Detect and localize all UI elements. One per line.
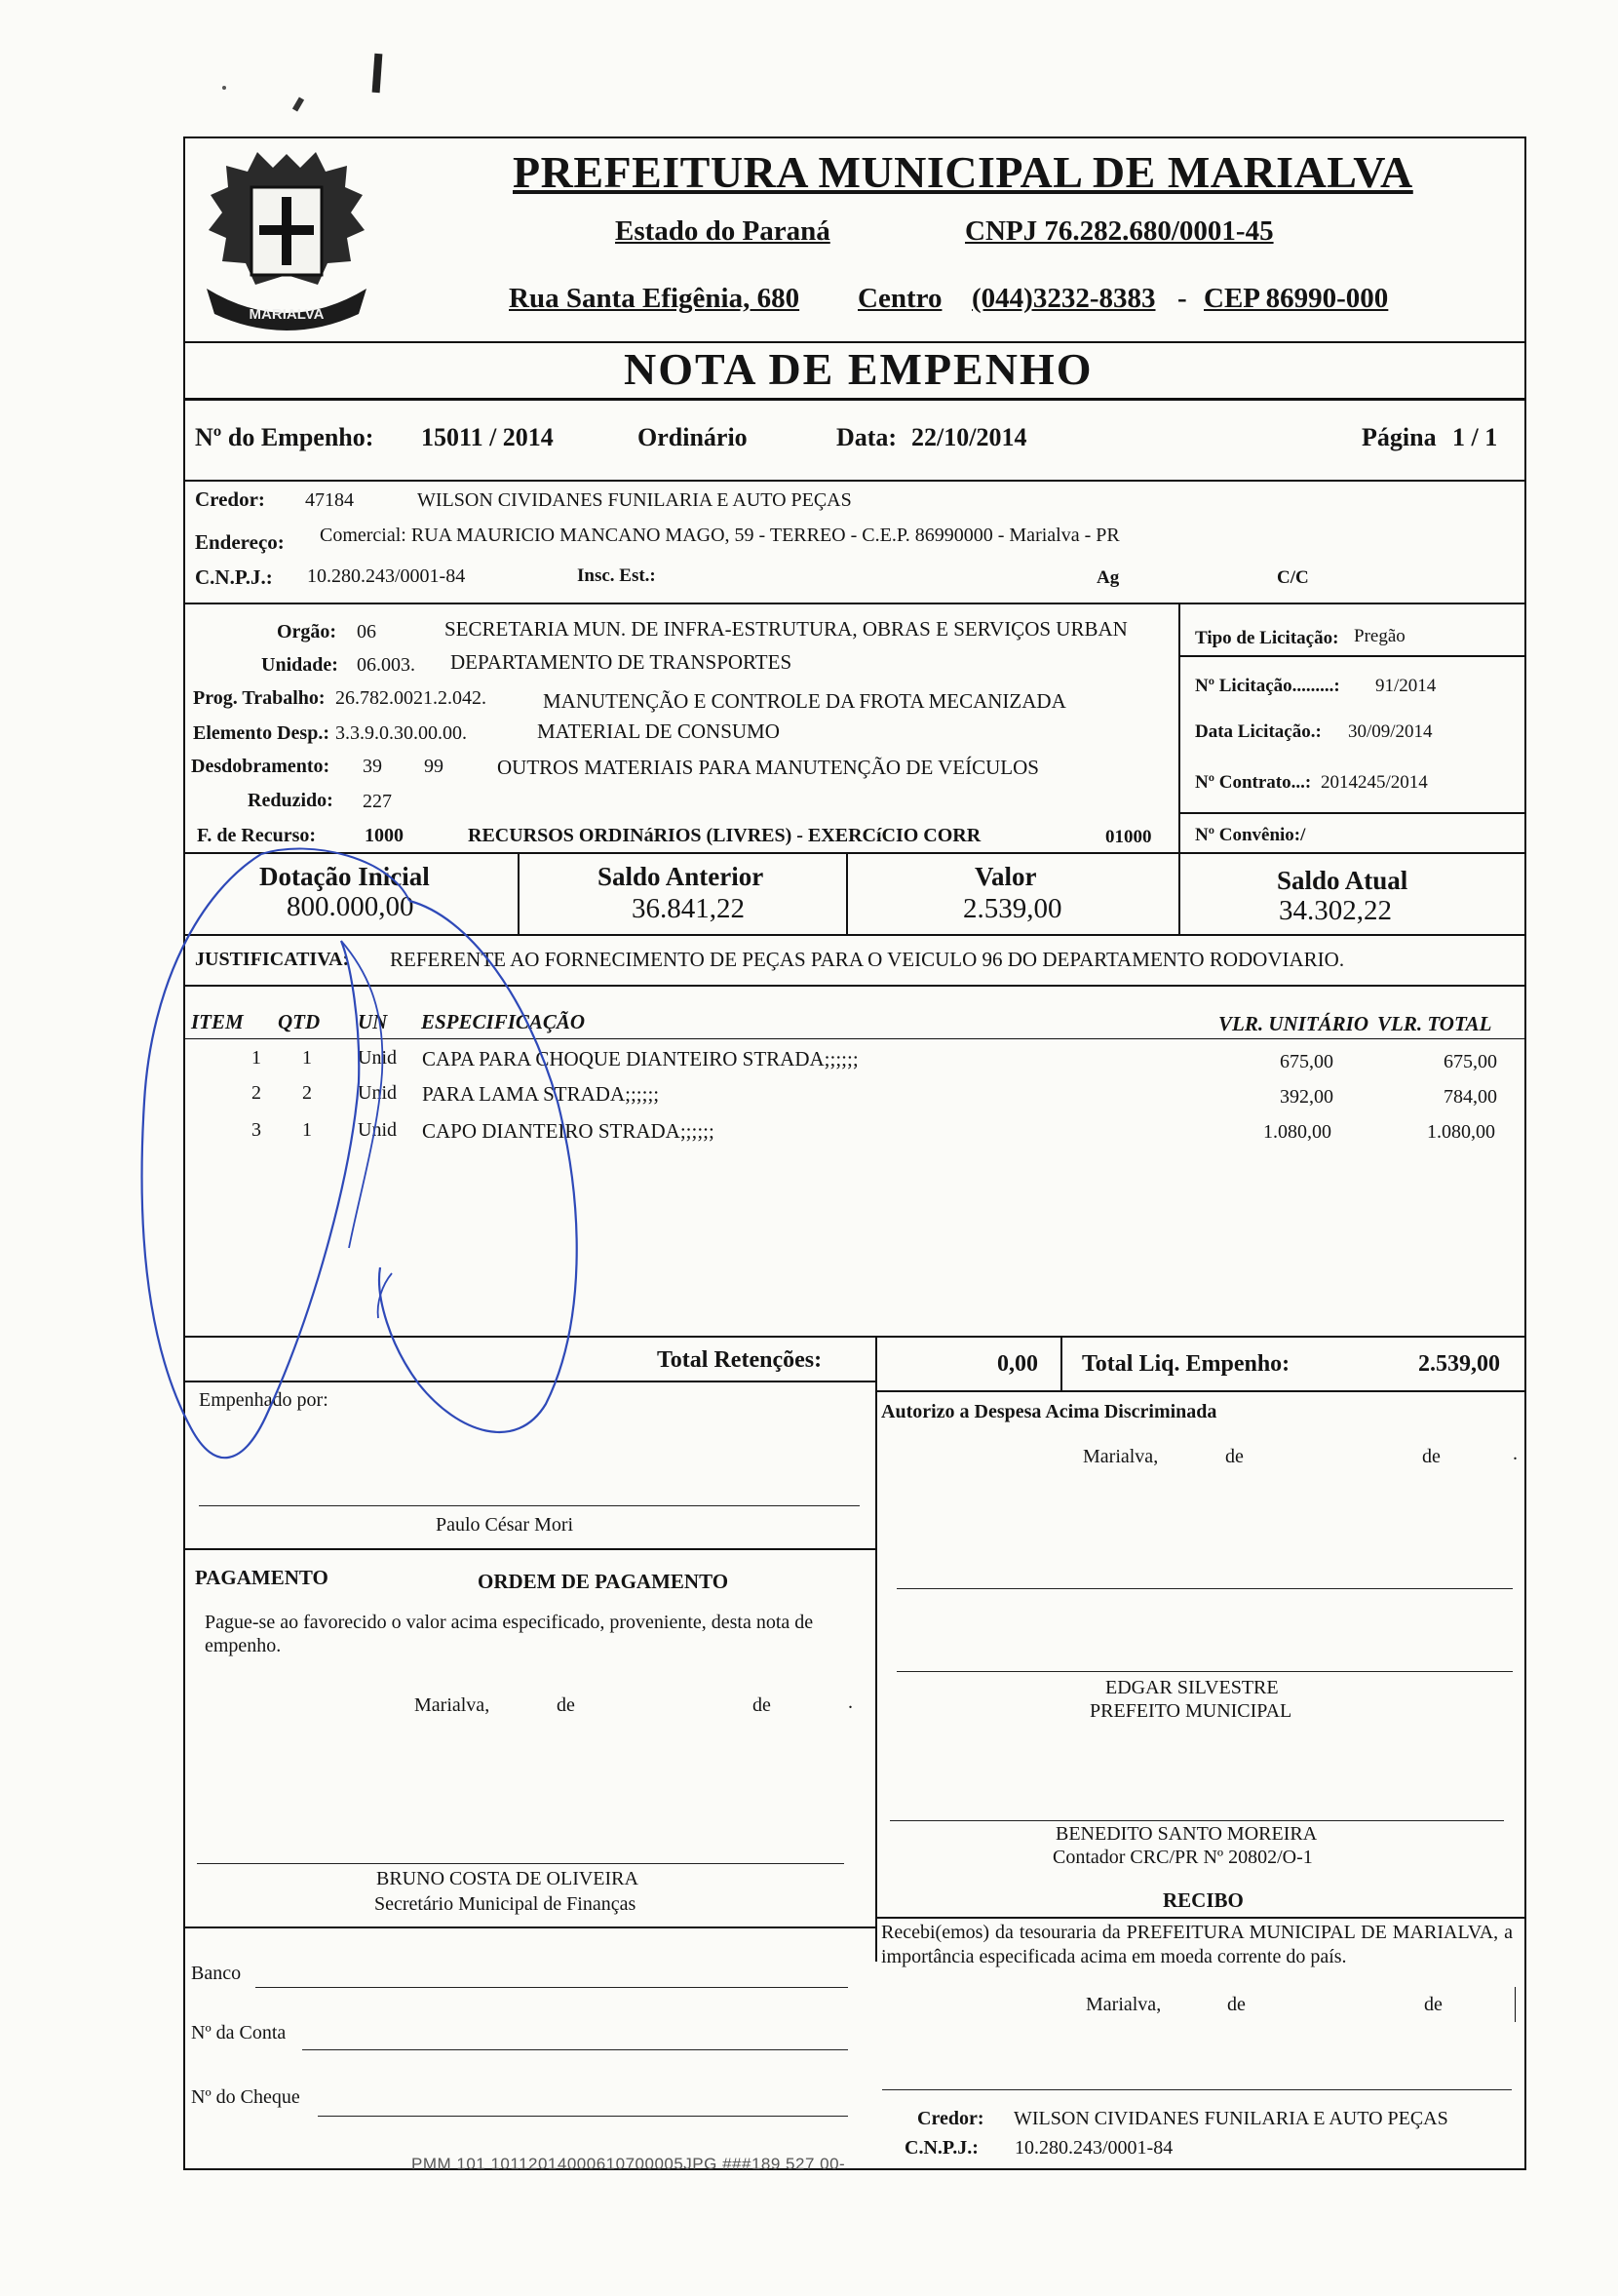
cell-unit: 675,00 — [1280, 1051, 1333, 1072]
col-qtd: QTD — [278, 1010, 321, 1033]
header-district: Centro — [858, 283, 943, 314]
recurso: RECURSOS ORDINáRIOS (LIVRES) - EXERCíCIO CORR — [468, 825, 982, 846]
recurso-code: 1000 — [365, 825, 404, 846]
valor-label: Valor — [975, 862, 1037, 891]
unidade-label: Unidade: — [261, 654, 338, 676]
tipo-licitacao-label: Tipo de Licitação: — [1195, 628, 1339, 648]
pagamento-text: Pague-se ao favorecido o valor acima especificado, proveniente, desta nota de empenho. — [205, 1612, 814, 1656]
saldo-anterior: 36.841,22 — [632, 893, 745, 924]
dotacao-inicial: 800.000,00 — [287, 891, 414, 922]
retencoes-label: Total Retenções: — [657, 1347, 823, 1373]
doc-title: NOTA DE EMPENHO — [624, 344, 1094, 394]
page-number: 1 / 1 — [1452, 423, 1498, 451]
cell-un: Unid — [358, 1119, 397, 1141]
header-state: Estado do Paraná — [615, 215, 830, 247]
empenho-number: 15011 / 2014 — [421, 423, 554, 451]
empenhado-label: Empenhado por: — [199, 1389, 328, 1411]
cell-un: Unid — [358, 1082, 397, 1104]
reduzido-label: Reduzido: — [248, 790, 333, 811]
header-dash: - — [1177, 283, 1187, 314]
saldo-anterior-label: Saldo Anterior — [597, 862, 764, 891]
cc-label: C/C — [1277, 567, 1309, 588]
orgao: SECRETARIA MUN. DE INFRA-ESTRUTURA, OBRAS E SERVIÇOS URBAN — [444, 617, 1128, 641]
autorizo-text: Autorizo a Despesa Acima Discriminada — [881, 1401, 1217, 1422]
tipo-licitacao: Pregão — [1354, 626, 1406, 646]
elemento: MATERIAL DE CONSUMO — [537, 720, 780, 743]
cell-total: 675,00 — [1444, 1051, 1497, 1072]
col-un: UN — [358, 1010, 388, 1033]
unidade: DEPARTAMENTO DE TRANSPORTES — [450, 650, 792, 674]
header-street: Rua Santa Efigênia, 680 — [509, 283, 800, 314]
cell-qtd: 1 — [302, 1047, 312, 1069]
autorizo-dot: . — [1513, 1443, 1518, 1464]
contrato-label: Nº Contrato...: — [1195, 772, 1312, 793]
num-licitacao: 91/2014 — [1375, 676, 1437, 696]
cell-total: 1.080,00 — [1427, 1121, 1495, 1143]
recibo-de1: de — [1227, 1994, 1246, 2015]
cell-item: 3 — [251, 1119, 261, 1141]
contador-name: BENEDITO SANTO MOREIRA — [1056, 1823, 1318, 1845]
empenho-date: 22/10/2014 — [911, 423, 1027, 451]
secretario-name: BRUNO COSTA DE OLIVEIRA — [376, 1868, 638, 1889]
header-cnpj: CNPJ 76.282.680/0001-45 — [965, 215, 1274, 247]
cell-qtd: 2 — [302, 1082, 312, 1104]
prog-label: Prog. Trabalho: — [193, 687, 326, 709]
col-total: VLR. TOTAL — [1377, 1012, 1492, 1035]
secretario-role: Secretário Municipal de Finanças — [374, 1893, 636, 1915]
unidade-code: 06.003. — [357, 654, 415, 676]
pagamento-city: Marialva, — [414, 1694, 490, 1716]
header-phone: (044)3232-8383 — [972, 283, 1156, 314]
col-item: ITEM — [191, 1010, 244, 1033]
address: Comercial: RUA MAURICIO MANCANO MAGO, 59 - TERREO - C.E.P. 86990000 - Marialva - PR — [320, 525, 1120, 546]
cell-espec: PARA LAMA STRADA;;;;;; — [422, 1082, 660, 1106]
saldo-atual-label: Saldo Atual — [1277, 866, 1408, 895]
recurso-label: F. de Recurso: — [197, 825, 317, 846]
conta-label: Nº da Conta — [191, 2022, 287, 2043]
num-licitacao-label: Nº Licitação.........: — [1195, 676, 1340, 696]
valor: 2.539,00 — [963, 893, 1062, 924]
cell-item: 1 — [251, 1047, 261, 1069]
col-unit: VLR. UNITÁRIO — [1218, 1012, 1369, 1035]
recibo-cnpj-label: C.N.P.J.: — [905, 2137, 979, 2159]
prefeito-role: PREFEITO MUNICIPAL — [1090, 1700, 1292, 1722]
footer-code: PMM 101 10112014000610700005JPG ###189 527 00- — [411, 2155, 846, 2173]
elemento-code: 3.3.9.0.30.00.00. — [335, 722, 467, 744]
cell-total: 784,00 — [1444, 1086, 1497, 1108]
ag-label: Ag — [1097, 567, 1120, 588]
col-espec: ESPECIFICAÇÃO — [421, 1010, 586, 1033]
contador-role: Contador CRC/PR Nº 20802/O-1 — [1053, 1847, 1313, 1868]
liq: 2.539,00 — [1418, 1351, 1500, 1377]
cell-qtd: 1 — [302, 1119, 312, 1141]
insc-label: Insc. Est.: — [577, 565, 656, 586]
dotacao-inicial-label: Dotação Inicial — [259, 862, 430, 891]
autorizo-city: Marialva, — [1083, 1446, 1159, 1467]
reduzido: 227 — [363, 791, 392, 812]
desdob-code2: 99 — [424, 756, 443, 777]
desdob-code1: 39 — [363, 756, 382, 777]
autorizo-de2: de — [1422, 1446, 1441, 1467]
prog: MANUTENÇÃO E CONTROLE DA FROTA MECANIZADA — [543, 689, 1066, 713]
autorizo-de1: de — [1225, 1446, 1244, 1467]
data-licitacao: 30/09/2014 — [1348, 721, 1433, 742]
elemento-label: Elemento Desp.: — [193, 722, 329, 744]
recibo-credor-label: Credor: — [917, 2108, 984, 2129]
data-licitacao-label: Data Licitação.: — [1195, 721, 1322, 742]
cell-unit: 1.080,00 — [1263, 1121, 1331, 1143]
pagamento-dot: . — [848, 1692, 853, 1713]
desdob: OUTROS MATERIAIS PARA MANUTENÇÃO DE VEÍCULOS — [497, 756, 1039, 779]
prefeito-name: EDGAR SILVESTRE — [1105, 1677, 1279, 1698]
ordem-label: ORDEM DE PAGAMENTO — [478, 1570, 729, 1593]
cell-espec: CAPA PARA CHOQUE DIANTEIRO STRADA;;;;;; — [422, 1047, 859, 1070]
cell-un: Unid — [358, 1047, 397, 1069]
retencoes: 0,00 — [997, 1351, 1038, 1377]
contrato: 2014245/2014 — [1321, 772, 1428, 793]
recibo-credor: WILSON CIVIDANES FUNILARIA E AUTO PEÇAS — [1014, 2108, 1448, 2129]
pagamento-de1: de — [557, 1694, 575, 1716]
empenho-type: Ordinário — [637, 423, 748, 451]
cell-item: 2 — [251, 1082, 261, 1104]
cell-unit: 392,00 — [1280, 1086, 1333, 1108]
recibo-cnpj: 10.280.243/0001-84 — [1015, 2137, 1174, 2159]
cell-espec: CAPO DIANTEIRO STRADA;;;;;; — [422, 1119, 714, 1143]
empenhado-name: Paulo César Mori — [436, 1514, 574, 1536]
address-label: Endereço: — [195, 530, 285, 554]
cheque-label: Nº do Cheque — [191, 2086, 300, 2108]
liq-label: Total Liq. Empenho: — [1082, 1351, 1291, 1377]
recibo-text: Recebi(emos) da tesouraria da PREFEITURA MUNICIPAL DE MARIALVA, a importância especificada acima em moeda corrente do país. — [881, 1922, 1513, 1967]
cnpj-label: C.N.P.J.: — [195, 565, 273, 589]
justificativa: REFERENTE AO FORNECIMENTO DE PEÇAS PARA O VEICULO 96 DO DEPARTAMENTO RODOVIARIO. — [390, 948, 1345, 971]
banco-label: Banco — [191, 1963, 242, 1984]
empenho-date-label: Data: — [836, 423, 898, 451]
pagamento-label: PAGAMENTO — [195, 1566, 328, 1589]
page-label: Página — [1362, 423, 1437, 451]
recibo-de2: de — [1424, 1994, 1443, 2015]
recurso-num: 01000 — [1105, 827, 1152, 847]
credor-cnpj: 10.280.243/0001-84 — [307, 565, 466, 587]
credor-code: 47184 — [305, 489, 354, 511]
credor-name: WILSON CIVIDANES FUNILARIA E AUTO PEÇAS — [417, 489, 852, 511]
recibo-city: Marialva, — [1086, 1994, 1162, 2015]
pagamento-de2: de — [752, 1694, 771, 1716]
credor-label: Credor: — [195, 487, 265, 511]
orgao-label: Orgão: — [277, 621, 337, 642]
empenho-number-label: Nº do Empenho: — [195, 423, 374, 451]
recibo-title: RECIBO — [1163, 1888, 1244, 1912]
saldo-atual: 34.302,22 — [1279, 895, 1392, 926]
convenio-label: Nº Convênio:/ — [1195, 825, 1306, 845]
desdob-label: Desdobramento: — [191, 756, 330, 777]
crest-text: MARIALVA — [249, 306, 325, 323]
orgao-code: 06 — [357, 621, 376, 642]
header-title: PREFEITURA MUNICIPAL DE MARIALVA — [513, 147, 1413, 197]
header-cep: CEP 86990-000 — [1204, 283, 1389, 314]
justificativa-label: JUSTIFICATIVA: — [195, 949, 350, 970]
prog-code: 26.782.0021.2.042. — [335, 687, 486, 709]
